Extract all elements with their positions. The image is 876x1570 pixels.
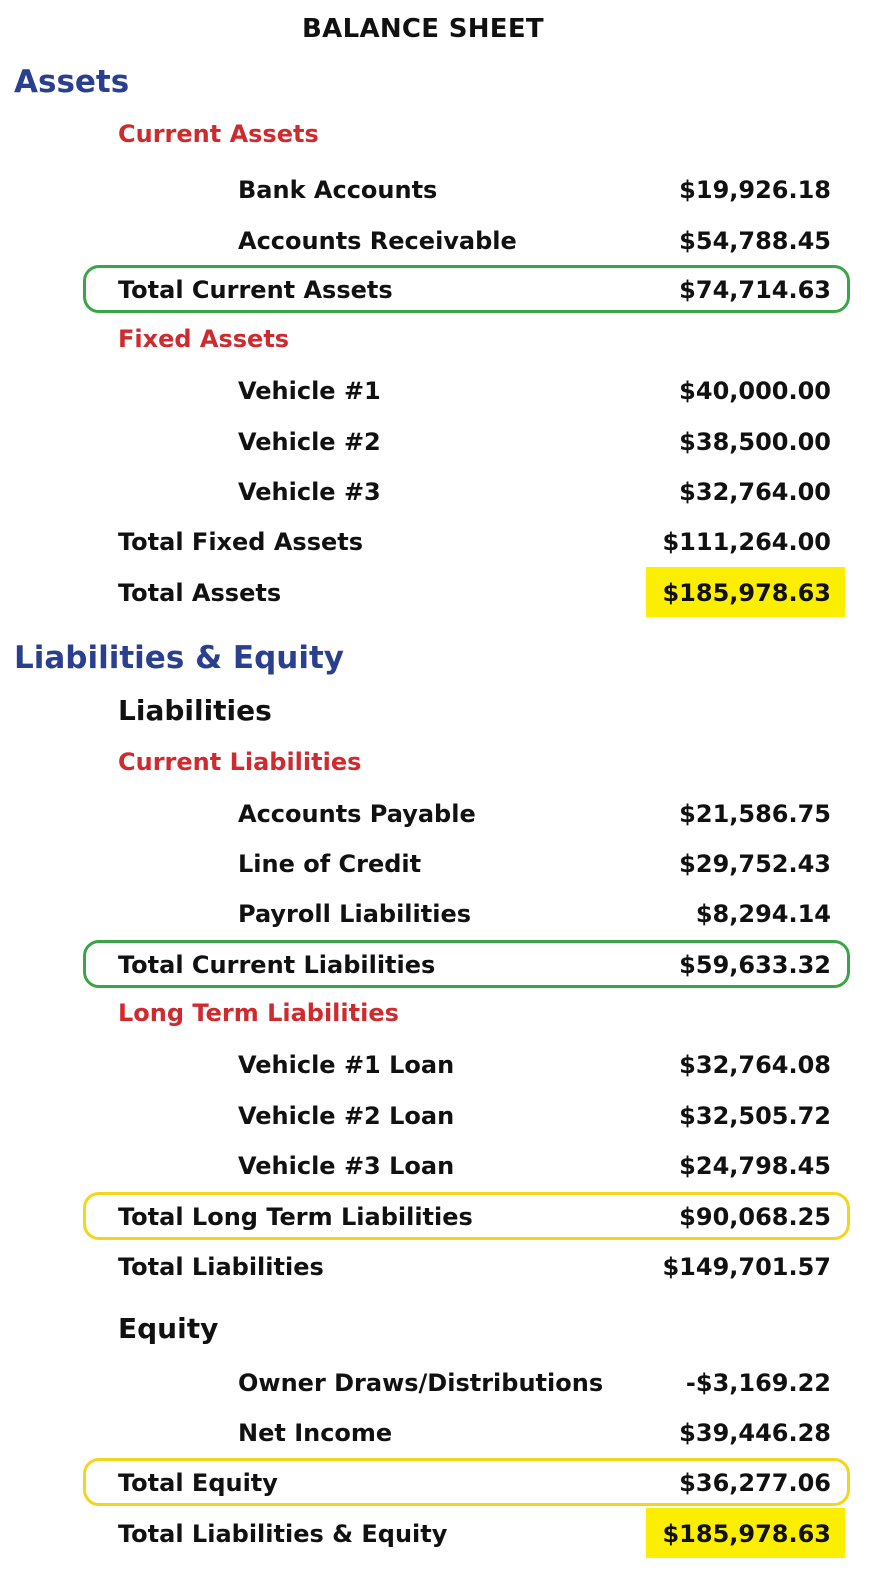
- line-item-vehicle-3: [0, 472, 876, 512]
- total-amount: $185,978.63: [662, 1520, 831, 1548]
- total-label: Total Current Assets: [118, 276, 393, 304]
- line-item-amount: $32,505.72: [679, 1102, 831, 1130]
- line-item-amount: $24,798.45: [679, 1152, 831, 1180]
- total-liabilities-row: [0, 1247, 876, 1287]
- total-label: Total Equity: [118, 1469, 278, 1497]
- total-label: Total Liabilities & Equity: [118, 1520, 448, 1548]
- total-label: Total Liabilities: [118, 1253, 324, 1281]
- line-item-amount: $32,764.08: [679, 1051, 831, 1079]
- line-item-amount: $21,586.75: [679, 800, 831, 828]
- fixed-assets-heading: Fixed Assets: [118, 325, 290, 353]
- total-current-assets-row: [0, 270, 876, 310]
- assets-heading: Assets: [14, 64, 130, 100]
- total-amount: $59,633.32: [679, 951, 831, 979]
- total-equity-row: [0, 1463, 876, 1503]
- line-item-label: Net Income: [238, 1419, 393, 1447]
- line-item-owner-draws: [0, 1363, 876, 1403]
- line-item-label: Vehicle #3: [238, 478, 381, 506]
- line-item-vehicle-1-loan: [0, 1045, 876, 1085]
- total-amount: $185,978.63: [662, 579, 831, 607]
- line-item-vehicle-2-loan: [0, 1096, 876, 1136]
- line-item-amount: $29,752.43: [679, 850, 831, 878]
- liabilities-heading: Liabilities: [118, 694, 272, 727]
- current-assets-heading: Current Assets: [118, 120, 319, 148]
- line-item-label: Vehicle #2: [238, 428, 381, 456]
- total-amount: $111,264.00: [662, 528, 831, 556]
- equity-heading: Equity: [118, 1312, 219, 1345]
- total-amount: $149,701.57: [662, 1253, 831, 1281]
- total-label: Total Assets: [118, 579, 282, 607]
- line-item-amount: $54,788.45: [679, 227, 831, 255]
- line-item-label: Owner Draws/Distributions: [238, 1369, 604, 1397]
- line-item-amount: $19,926.18: [679, 176, 831, 204]
- line-item-net-income: [0, 1413, 876, 1453]
- total-amount: $90,068.25: [679, 1203, 831, 1231]
- line-item-label: Payroll Liabilities: [238, 900, 472, 928]
- line-item-label: Vehicle #2 Loan: [238, 1102, 455, 1130]
- total-label: Total Long Term Liabilities: [118, 1203, 473, 1231]
- line-item-line-of-credit: [0, 844, 876, 884]
- line-item-amount: -$3,169.22: [685, 1369, 831, 1397]
- total-label: Total Current Liabilities: [118, 951, 436, 979]
- line-item-label: Vehicle #1 Loan: [238, 1051, 455, 1079]
- total-amount: $74,714.63: [679, 276, 831, 304]
- total-assets-row: [0, 573, 876, 613]
- total-current-liabilities-row: [0, 945, 876, 985]
- line-item-amount: $8,294.14: [695, 900, 831, 928]
- line-item-label: Bank Accounts: [238, 176, 438, 204]
- line-item-vehicle-1: [0, 371, 876, 411]
- line-item-accounts-payable: [0, 794, 876, 834]
- long-term-liabilities-heading: Long Term Liabilities: [118, 999, 399, 1027]
- line-item-accounts-receivable: [0, 221, 876, 261]
- line-item-vehicle-3-loan: [0, 1146, 876, 1186]
- line-item-label: Vehicle #1: [238, 377, 381, 405]
- total-label: Total Fixed Assets: [118, 528, 364, 556]
- total-long-term-liabilities-row: [0, 1197, 876, 1237]
- line-item-amount: $32,764.00: [679, 478, 831, 506]
- line-item-label: Vehicle #3 Loan: [238, 1152, 455, 1180]
- liabilities-equity-heading: Liabilities & Equity: [14, 640, 344, 676]
- current-liabilities-heading: Current Liabilities: [118, 748, 362, 776]
- line-item-amount: $39,446.28: [679, 1419, 831, 1447]
- line-item-label: Accounts Receivable: [238, 227, 517, 255]
- line-item-label: Line of Credit: [238, 850, 422, 878]
- line-item-payroll-liabilities: [0, 894, 876, 934]
- total-liabilities-equity-row: [0, 1514, 876, 1554]
- line-item-vehicle-2: [0, 422, 876, 462]
- page-title: BALANCE SHEET: [302, 14, 544, 44]
- total-fixed-assets-row: [0, 522, 876, 562]
- line-item-amount: $40,000.00: [679, 377, 831, 405]
- total-amount: $36,277.06: [679, 1469, 831, 1497]
- line-item-label: Accounts Payable: [238, 800, 476, 828]
- line-item-bank-accounts: [0, 170, 876, 210]
- line-item-amount: $38,500.00: [679, 428, 831, 456]
